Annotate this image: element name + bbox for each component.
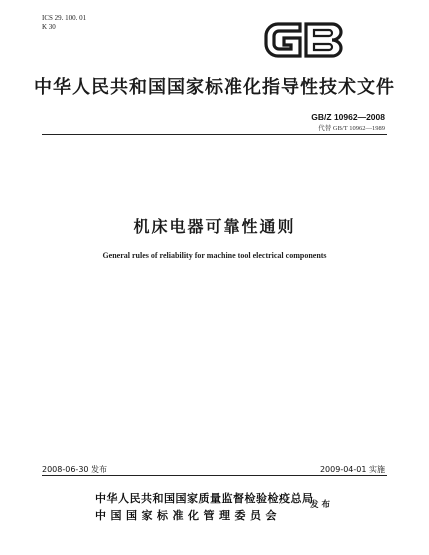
standard-code: GB/Z 10962—2008 <box>311 112 385 122</box>
classification-codes <box>42 14 86 32</box>
standard-number-block <box>311 112 385 132</box>
issuer-block <box>95 490 345 523</box>
ics-code: ICS 29. 100. 01 <box>42 14 87 22</box>
issuer-org-aqsiq: 中华人民共和国国家质量监督检验检疫总局 <box>95 492 314 505</box>
issuer-org-sac: 中国国家标准化管理委员会 <box>95 509 281 522</box>
replaces-standard: 代替 GB/T 10962—1989 <box>318 125 385 132</box>
gb-logo <box>262 16 346 64</box>
issue-label: 发布 <box>310 500 334 510</box>
publish-date: 2008-06-30 发布 <box>42 465 108 474</box>
implement-date: 2009-04-01 实施 <box>319 465 385 474</box>
main-title: 中华人民共和国国家标准化指导性技术文件 <box>34 77 395 98</box>
bottom-divider <box>42 475 387 476</box>
title-english: General rules of reliability for machine tool electrical components <box>102 251 327 260</box>
title-chinese: 机床电器可靠性通则 <box>133 217 296 236</box>
top-divider <box>42 134 387 135</box>
ccs-code: K 30 <box>42 23 56 31</box>
